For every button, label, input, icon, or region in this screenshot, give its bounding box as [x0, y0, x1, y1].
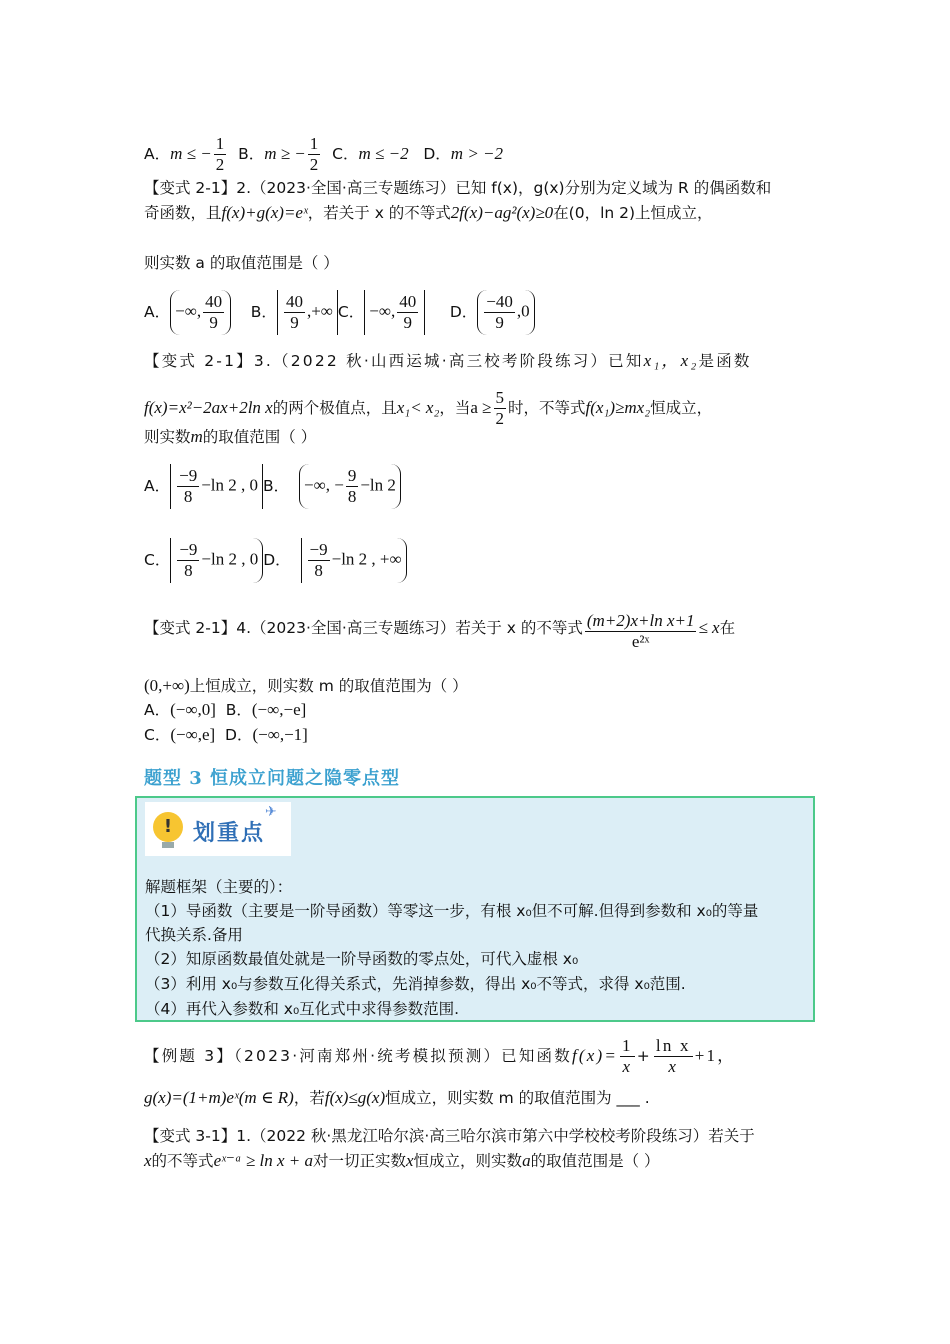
step-4: （4）再代入参数和 x₀互化式中求得参数范围. — [145, 1000, 460, 1018]
q3-line2: f(x)=x²−2ax+2ln x的两个极值点，且x₁< x₂，当a ≥ $\frac{5}{2}$ 时，不等式f(x₁)≥mx₂恒成立， — [144, 388, 713, 428]
key-points-box — [135, 796, 815, 1022]
ex3-line2: g(x)=(1+m)eˣ(m ∈ R)，若f(x)≤g(x)恒成立，则实数 m 的取值范围为 ___ . — [144, 1088, 650, 1107]
ex3-line1: 【例题 3】（2023·河南郑州·统考模拟预测）已知函数f(x)= $\frac{1}{x}$ + $\frac{\text{ln x}}{x}$ +1， — [144, 1036, 737, 1076]
paper-plane-icon: ✈ — [265, 804, 277, 820]
option-b-math: m ≥ − — [264, 144, 306, 163]
q4-options-ab: A．(−∞,0] B．(−∞,−e] — [144, 700, 307, 719]
framework-title: 解题框架（主要的）： — [145, 878, 293, 896]
q5-line1: 【变式 3-1】1.（2022 秋·黑龙江哈尔滨·高三哈尔滨市第六中学校校考阶段练习）若关于 — [144, 1127, 755, 1145]
key-point-badge — [145, 802, 291, 856]
section-title: 题型 3 恒成立问题之隐零点型 — [144, 768, 401, 789]
option-d-label: D． — [423, 145, 451, 163]
option-a-label: A． — [144, 145, 171, 163]
q2-line2: 奇函数，且f(x)+g(x)=eˣ，若关于 x 的不等式2f(x)−ag²(x)≥0在(0，ln 2)上恒成立， — [144, 203, 713, 222]
q3-options-cd: C． $\frac{-9}{8}$ −ln 2 , 0 D． $\frac{-9}{8}$ −ln 2 , +∞ — [144, 538, 407, 583]
lightbulb-icon: ! — [153, 812, 183, 842]
q2-line1: 【变式 2-1】2.（2023·全国·高三专题练习）已知 f(x)，g(x)分别为定义域为 R 的偶函数和 — [144, 179, 772, 197]
q2-options: A． −∞, $\frac{40}{9}$ B． $\frac{40}{9}$ ,+∞ C． −∞, $\frac{40}{9}$ D． $\frac{-40}{9}$ ,0 — [144, 290, 535, 335]
option-a-math: m ≤ − — [170, 144, 212, 163]
q4-options-cd: C．(−∞,e] D．(−∞,−1] — [144, 725, 308, 744]
q3-options-ab: A． $\frac{-9}{8}$ −ln 2 , 0 B． −∞, − $\frac{9}{8}$ −ln 2 — [144, 464, 401, 509]
step-1a: （1）导函数（主要是一阶导函数）等零这一步，有根 x₀但不可解.但得到参数和 x₀的等量 — [145, 902, 759, 920]
option-c-math: m ≤ −2 — [358, 144, 409, 163]
fraction: $\frac{1}{2}$ — [309, 134, 319, 174]
q5-line2: x的不等式eˣ⁻ᵃ ≥ ln x + a对一切正实数x恒成立，则实数a的取值范围是（ ） — [144, 1151, 660, 1170]
option-c-label: C． — [332, 145, 359, 163]
fraction: $\frac{1}{2}$ — [215, 134, 225, 174]
step-3: （3）利用 x₀与参数互化得关系式，先消掉参数，得出 x₀不等式，求得 x₀范围. — [145, 975, 686, 993]
step-1b: 代换关系.备用 — [145, 926, 243, 944]
q1-options — [144, 134, 503, 175]
q3-line1: 【变式 2-1】3.（2022 秋·山西运城·高三校考阶段练习）已知x₁，x₂是函数 — [144, 351, 752, 370]
q4-line1: 【变式 2-1】4.（2023·全国·高三专题练习）若关于 x 的不等式 $\frac{\text{(m+2)x+ln x+1}}{\text{e²ˣ}}$ ≤ x在 — [144, 611, 736, 651]
option-b-label: B． — [238, 145, 265, 163]
step-2: （2）知原函数最值处就是一阶导函数的零点处，可代入虚根 x₀ — [145, 950, 579, 968]
option-d-math: m > −2 — [450, 144, 504, 163]
q2-line3: 则实数 a 的取值范围是（ ） — [144, 254, 339, 272]
badge-label: 划重点 — [193, 821, 266, 846]
q4-line2: (0,+∞)上恒成立，则实数 m 的取值范围为（ ） — [144, 676, 468, 695]
q3-line3: 则实数m的取值范围（ ） — [144, 427, 317, 446]
lightbulb-base — [162, 842, 174, 848]
